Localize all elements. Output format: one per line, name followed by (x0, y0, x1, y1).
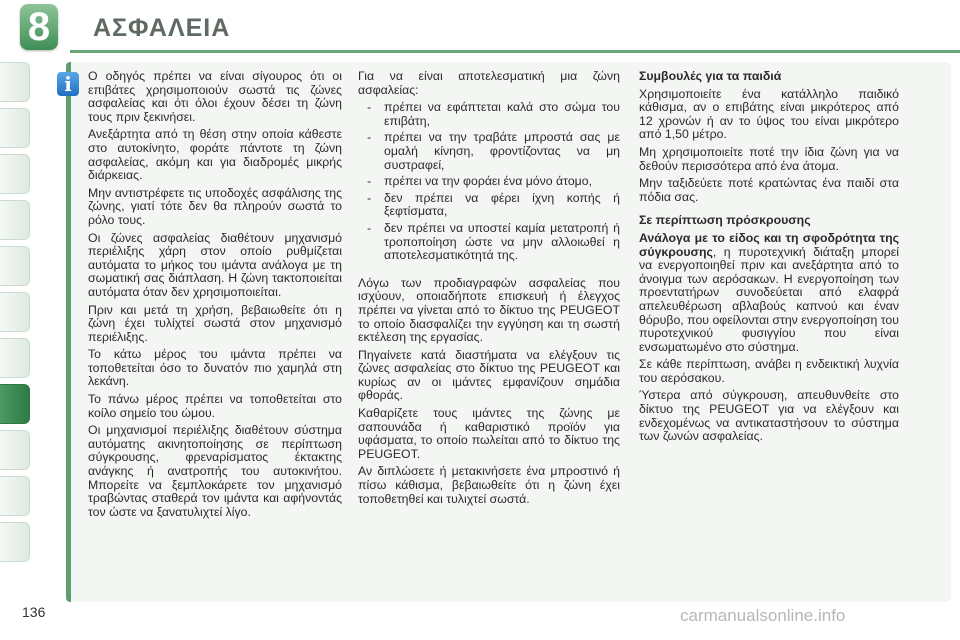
paragraph: Χρησιμοποιείτε ένα κατάλληλο παιδικό κάθισμα, αν ο επιβάτης είναι μικρότερος από 12 χρονών ή αν το ύψος του είναι μικρότερο από 1,50 μέτρο. (639, 86, 899, 142)
paragraph: Το κάτω μέρος του ιμάντα πρέπει να τοποθετείται όσο το δυνατόν πιο χαμηλά στη λεκάνη. (88, 347, 342, 389)
chapter-tab-6[interactable] (0, 292, 30, 332)
bold-lead: Ανάλογα με το είδος και τη σφοδρότητα της σύγκρουσης (639, 230, 899, 259)
list-item-text: δεν πρέπει να φέρει ίχνη κοπής ή ξεφτίσματα, (384, 190, 620, 219)
page-number: 136 (22, 604, 46, 620)
watermark: carmanualsonline.info (680, 606, 846, 625)
paragraph-rest: , η πυροτεχνική διάταξη μπορεί να ενεργοποιηθεί πριν και ανεξάρτητα από το άνοιγμα των αερόσακων. Η ενεργοποίηση των προεντατήρων συνοδεύεται από ελαφρά απελευθέρωση αβλαβούς καπνού και έναν θόρυβο, που οφείλονται στην ενεργοποίηση του πυροτεχνικού φυσιγγίου που είναι ενσωματωμένο στο σύστημα. (639, 244, 899, 354)
paragraph: Σε κάθε περίπτωση, ανάβει η ενδεικτική λυχνία του αερόσακου. (639, 357, 899, 385)
chapter-tab-7[interactable] (0, 338, 30, 378)
paragraph: Λόγω των προδιαγραφών ασφαλείας που ισχύουν, οποιαδήποτε επισκευή ή έλεγχος πρέπει να γίνεται από το δίκτυο της PEUGEOT το οποίο διασφαλίζει την εγγύηση και τη σωστή εκτέλεση της εργασίας. (358, 275, 620, 345)
list-item (358, 101, 620, 128)
paragraph: Ο οδηγός πρέπει να είναι σίγουρος ότι οι επιβάτες χρησιμοποιούν σωστά τις ζώνες ασφαλείας και ότι όλοι έχουν δέσει τη ζώνη τους πριν ξεκινήσει. (88, 69, 342, 124)
paragraph: Μην αντιστρέφετε τις υποδοχές ασφάλισης της ζώνης, γιατί τότε δεν θα πληρούν σωστά το ρόλο τους. (88, 185, 342, 227)
title-rule (70, 50, 960, 53)
chapter-tab-1[interactable] (0, 62, 30, 102)
paragraph: Αν διπλώσετε ή μετακινήσετε ένα μπροστινό ή πίσω κάθισμα, βεβαιωθείτε ότι η ζώνη έχει τοποθετηθεί και τυλιχτεί σωστά. (358, 464, 620, 506)
paragraph: Πηγαίνετε κατά διαστήματα να ελέγξουν τις ζώνες ασφαλείας στο δίκτυο της PEUGEOT και κυρίως αν οι ιμάντες εμφανίζουν σημάδια φθοράς. (358, 347, 620, 403)
list-intro: Για να είναι αποτελεσματική μια ζώνη ασφαλείας: (358, 69, 620, 97)
paragraph: Οι ζώνες ασφαλείας διαθέτουν μηχανισμό περιέλιξης χάρη στον οποίο ρυθμίζεται αυτόματα το μήκος του ιμάντα ανάλογα με τη σωματική σας διάπλαση. Η ζώνη τακτοποιείται αυτόματα όταν δεν χρησιμοποιείται. (88, 230, 342, 299)
chapter-tab-5[interactable] (0, 246, 30, 286)
paragraph: Το πάνω μέρος πρέπει να τοποθετείται στο κοίλο σημείο του ώμου. (88, 392, 342, 420)
section-heading-children: Συμβουλές για τα παιδιά (639, 69, 782, 83)
dash-bullet: - (367, 130, 372, 145)
dash-bullet: - (367, 190, 372, 205)
chapter-tab-4[interactable] (0, 200, 30, 240)
info-icon: i (57, 72, 79, 96)
chapter-tab-8[interactable] (0, 384, 30, 424)
chapter-number-badge: 8 (20, 4, 58, 50)
list-item-text: πρέπει να την φοράει ένα μόνο άτομο, (384, 174, 593, 189)
chapter-title: ΑΣΦΑΛΕΙΑ (93, 14, 231, 42)
paragraph: Πριν και μετά τη χρήση, βεβαιωθείτε ότι η ζώνη έχει τυλίχτεί σωστά στον μηχανισμό περιέλιξης. (88, 302, 342, 344)
list-item-text: πρέπει να εφάπτεται καλά στο σώμα του επιβάτη, (384, 100, 620, 128)
paragraph: Οι μηχανισμοί περιέλιξης διαθέτουν σύστημα αυτόματης ακινητοποίησης σε περίπτωση σύγκρουσης, φρεναρίσματος έκτακτης ανάγκης ή ανατροπής του αυτοκινήτου. Μπορείτε να ξεμπλοκάρετε τον μηχανισμό τραβώντας σταθερά τον ιμάντα και αφήνοντάς τον ώστε να ξανατυλιχτεί λίγο. (88, 423, 342, 519)
chapter-tab-9[interactable] (0, 430, 30, 470)
chapter-tab-10[interactable] (0, 476, 30, 516)
dash-bullet: - (367, 220, 372, 235)
list-item (358, 175, 620, 189)
list-item (358, 192, 620, 219)
column-1 (88, 70, 342, 523)
paragraph: Ανεξάρτητα από τη θέση στην οποία κάθεστε στο αυτοκίνητο, φοράτε πάντοτε τη ζώνη ασφαλείας, ακόμη και για διαδρομές μικρής διάρκειας. (88, 127, 342, 183)
chapter-tab-2[interactable] (0, 108, 30, 148)
list-item-text: δεν πρέπει να υποστεί καμία μετατροπή ή τροποποίηση ώστε να μην αλλοιωθεί η αποτελεσματικότητά της. (384, 220, 620, 263)
list-item (358, 131, 620, 172)
dash-bullet: - (367, 174, 372, 189)
chapter-tab-11[interactable] (0, 522, 30, 562)
section-heading-impact: Σε περίπτωση πρόσκρουσης (639, 213, 811, 228)
list-item-text: πρέπει να την τραβάτε μπροστά σας με ομαλή κίνηση, φροντίζοντας να μη συστραφεί, (384, 130, 620, 172)
list-item (358, 222, 620, 263)
paragraph: Καθαρίζετε τους ιμάντες της ζώνης με σαπουνάδα ή καθαριστικό προϊόν για υφάσματα, το οποίο πωλείται από το δίκτυο της PEUGEOT. (358, 406, 620, 461)
paragraph: Μην ταξιδεύετε ποτέ κρατώντας ένα παιδί στα πόδια σας. (639, 176, 899, 204)
chapter-tabs (0, 62, 30, 568)
dash-bullet: - (367, 100, 372, 115)
paragraph: Ύστερα από σύγκρουση, απευθυνθείτε στο δίκτυο της PEUGEOT για να ελέγξουν και ενδεχομένως να αντικαταστήσουν το σύστημα των ζωνών ασφαλείας. (639, 388, 899, 444)
paragraph: Μη χρησιμοποιείτε ποτέ την ίδια ζώνη για να δεθούν περισσότερα από ένα άτομα. (639, 144, 899, 173)
column-2 (358, 70, 620, 510)
paragraph (639, 232, 899, 354)
column-3 (639, 70, 899, 448)
chapter-tab-3[interactable] (0, 154, 30, 194)
